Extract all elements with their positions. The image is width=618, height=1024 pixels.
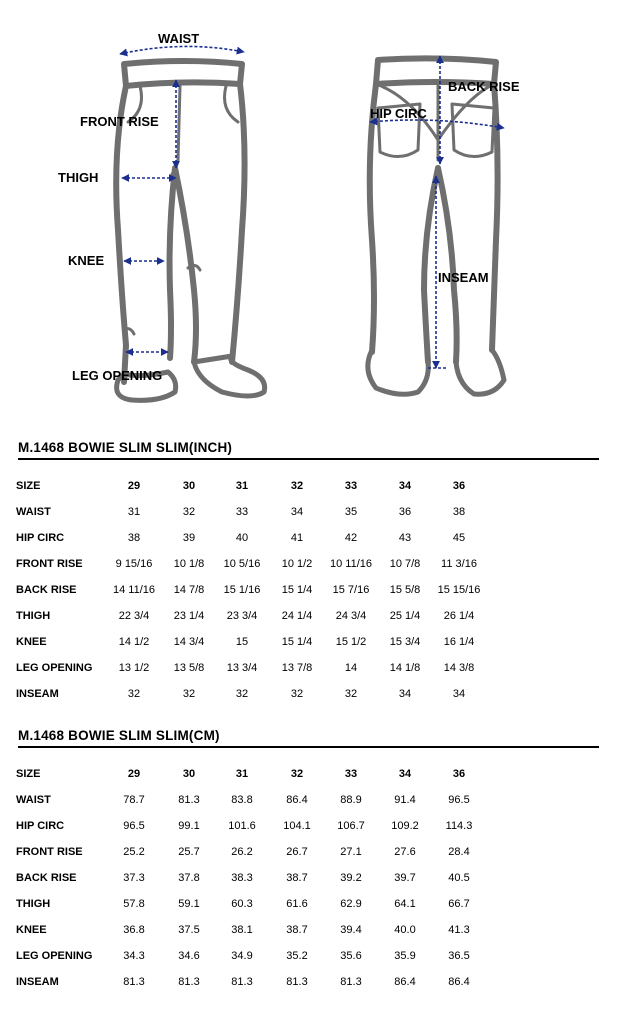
- cell: 81.3: [178, 794, 200, 806]
- cell: 35.2: [286, 950, 308, 962]
- table-row: [0, 584, 618, 600]
- cell: 35.9: [394, 950, 416, 962]
- cell: 23 1/4: [173, 610, 205, 622]
- cell: 32: [235, 688, 249, 700]
- cell: 40: [235, 532, 249, 544]
- table-row: [0, 820, 618, 836]
- cell: 15 7/16: [332, 584, 370, 596]
- cell: 41.3: [448, 924, 470, 936]
- cell: 25 1/4: [389, 610, 421, 622]
- cell: 91.4: [394, 794, 416, 806]
- cell: 14 1/2: [118, 636, 150, 648]
- cell: 11 3/16: [441, 558, 477, 570]
- cell: 32: [127, 688, 141, 700]
- cell: 24 1/4: [281, 610, 313, 622]
- table-row: [0, 794, 618, 810]
- cell: 60.3: [231, 898, 253, 910]
- cell: 38.7: [286, 924, 308, 936]
- cell: 59.1: [178, 898, 200, 910]
- cell: 24 3/4: [335, 610, 367, 622]
- cell: 32: [344, 688, 358, 700]
- cell: 14 1/8: [389, 662, 421, 674]
- cell: 36: [398, 506, 412, 518]
- cell: 39.2: [340, 872, 362, 884]
- table-row: [0, 846, 618, 862]
- waist-label: WAIST: [158, 31, 200, 46]
- front-rise-label: FRONT RISE: [80, 114, 159, 129]
- row-label: HIP CIRC: [16, 820, 65, 832]
- size-36: 36: [452, 480, 466, 492]
- cell: 10 1/8: [173, 558, 205, 570]
- cell: 31: [127, 506, 141, 518]
- cell: 83.8: [231, 794, 253, 806]
- cell: 15 3/4: [389, 636, 421, 648]
- cell: 14 11/16: [112, 584, 155, 596]
- cell: 23 3/4: [226, 610, 258, 622]
- cell: 38: [452, 506, 466, 518]
- row-label: KNEE: [16, 636, 47, 648]
- cell: 10 5/16: [223, 558, 261, 570]
- cell: 39.4: [340, 924, 362, 936]
- cell: 101.6: [228, 820, 256, 832]
- cell: 34: [290, 506, 304, 518]
- cell: 22 3/4: [118, 610, 150, 622]
- row-label: WAIST: [16, 506, 51, 518]
- cell: 38.7: [286, 872, 308, 884]
- row-label: INSEAM: [16, 976, 59, 988]
- cell: 13 5/8: [173, 662, 205, 674]
- cell: 10 11/16: [329, 558, 372, 570]
- cell: 25.2: [123, 846, 145, 858]
- table-row: [0, 950, 618, 966]
- cell: 36.5: [448, 950, 470, 962]
- cell: 37.3: [123, 872, 145, 884]
- cell: 34.6: [178, 950, 200, 962]
- cell: 9 15/16: [115, 558, 153, 570]
- table-title: M.1468 BOWIE SLIM SLIM(CM): [18, 728, 220, 743]
- size-29: 29: [127, 768, 141, 780]
- inseam-label: INSEAM: [438, 270, 489, 285]
- size-header-label: SIZE: [16, 480, 41, 492]
- cell: 32: [182, 506, 196, 518]
- cell: 61.6: [286, 898, 308, 910]
- size-32: 32: [290, 768, 304, 780]
- table-row: [0, 688, 618, 704]
- divider: [18, 746, 599, 748]
- cell: 81.3: [178, 976, 200, 988]
- size-34: 34: [398, 480, 412, 492]
- front-pants-illustration: [116, 61, 264, 400]
- row-label: THIGH: [16, 610, 51, 622]
- cell: 35: [344, 506, 358, 518]
- cell: 109.2: [391, 820, 419, 832]
- table-row: [0, 558, 618, 574]
- table-row: [0, 506, 618, 522]
- row-label: INSEAM: [16, 688, 59, 700]
- table-title: M.1468 BOWIE SLIM SLIM(INCH): [18, 440, 233, 455]
- cell: 39.7: [394, 872, 416, 884]
- cell: 45: [452, 532, 466, 544]
- cell: 27.1: [340, 846, 362, 858]
- divider: [18, 458, 599, 460]
- cell: 34: [398, 688, 412, 700]
- cell: 15 1/4: [281, 584, 313, 596]
- thigh-label: THIGH: [58, 170, 99, 185]
- table-header-row: [0, 768, 618, 784]
- cell: 114.3: [445, 820, 473, 832]
- cell: 86.4: [394, 976, 416, 988]
- row-label: FRONT RISE: [16, 558, 83, 570]
- cell: 34.9: [231, 950, 253, 962]
- size-32: 32: [290, 480, 304, 492]
- cell: 15 15/16: [437, 584, 481, 596]
- cell: 25.7: [178, 846, 200, 858]
- cell: 10 1/2: [281, 558, 313, 570]
- table-row: [0, 532, 618, 548]
- cell: 96.5: [123, 820, 145, 832]
- cell: 42: [344, 532, 358, 544]
- cell: 34: [452, 688, 466, 700]
- row-label: WAIST: [16, 794, 51, 806]
- cell: 88.9: [340, 794, 362, 806]
- table-header-row: [0, 480, 618, 496]
- row-label: THIGH: [16, 898, 51, 910]
- cell: 16 1/4: [443, 636, 475, 648]
- cell: 37.5: [178, 924, 200, 936]
- cell: 38.1: [231, 924, 253, 936]
- cell: 15 1/2: [335, 636, 367, 648]
- size-30: 30: [182, 768, 196, 780]
- size-34: 34: [398, 768, 412, 780]
- cell: 26.7: [286, 846, 308, 858]
- knee-label: KNEE: [68, 253, 105, 268]
- cell: 34.3: [123, 950, 145, 962]
- cell: 43: [398, 532, 412, 544]
- size-29: 29: [127, 480, 141, 492]
- size-33: 33: [344, 480, 358, 492]
- table-row: [0, 872, 618, 888]
- cell: 14 3/8: [443, 662, 475, 674]
- cell: 104.1: [283, 820, 311, 832]
- cell: 86.4: [286, 794, 308, 806]
- table-row: [0, 662, 618, 678]
- cell: 26.2: [231, 846, 253, 858]
- cell: 38.3: [231, 872, 253, 884]
- cell: 81.3: [340, 976, 362, 988]
- row-label: BACK RISE: [16, 584, 77, 596]
- hip-circ-label: HIP CIRC: [370, 106, 427, 121]
- cell: 40.0: [394, 924, 416, 936]
- table-row: [0, 898, 618, 914]
- cell: 15 5/8: [389, 584, 421, 596]
- size-33: 33: [344, 768, 358, 780]
- cell: 15 1/4: [281, 636, 313, 648]
- cell: 96.5: [448, 794, 470, 806]
- cell: 64.1: [394, 898, 416, 910]
- cell: 81.3: [123, 976, 145, 988]
- cell: 13 7/8: [281, 662, 313, 674]
- cell: 66.7: [448, 898, 470, 910]
- cell: 35.6: [340, 950, 362, 962]
- cell: 41: [290, 532, 304, 544]
- cell: 106.7: [337, 820, 365, 832]
- cell: 36.8: [123, 924, 145, 936]
- leg-opening-label: LEG OPENING: [72, 368, 163, 383]
- cell: 38: [127, 532, 141, 544]
- row-label: BACK RISE: [16, 872, 77, 884]
- cell: 27.6: [394, 846, 416, 858]
- cell: 81.3: [286, 976, 308, 988]
- cell: 13 3/4: [226, 662, 258, 674]
- cell: 57.8: [123, 898, 145, 910]
- cell: 62.9: [340, 898, 362, 910]
- cell: 40.5: [448, 872, 470, 884]
- row-label: FRONT RISE: [16, 846, 83, 858]
- cell: 28.4: [448, 846, 470, 858]
- cell: 14: [344, 662, 358, 674]
- cell: 32: [182, 688, 196, 700]
- cell: 33: [235, 506, 249, 518]
- cell: 26 1/4: [443, 610, 475, 622]
- row-label: LEG OPENING: [16, 950, 93, 962]
- row-label: KNEE: [16, 924, 47, 936]
- size-31: 31: [235, 480, 249, 492]
- size-31: 31: [235, 768, 249, 780]
- pants-measurement-diagram: [0, 0, 618, 420]
- cell: 99.1: [178, 820, 200, 832]
- table-row: [0, 924, 618, 940]
- table-row: [0, 610, 618, 626]
- cell: 86.4: [448, 976, 470, 988]
- row-label: LEG OPENING: [16, 662, 93, 674]
- cell: 13 1/2: [118, 662, 150, 674]
- cell: 10 7/8: [389, 558, 421, 570]
- cell: 81.3: [231, 976, 253, 988]
- cell: 78.7: [123, 794, 145, 806]
- back-rise-label: BACK RISE: [448, 79, 520, 94]
- cell: 14 3/4: [173, 636, 205, 648]
- table-row: [0, 636, 618, 652]
- size-36: 36: [452, 768, 466, 780]
- row-label: HIP CIRC: [16, 532, 65, 544]
- cell: 32: [290, 688, 304, 700]
- size-header-label: SIZE: [16, 768, 41, 780]
- cell: 14 7/8: [173, 584, 205, 596]
- cell: 39: [182, 532, 196, 544]
- cell: 15 1/16: [223, 584, 261, 596]
- cell: 37.8: [178, 872, 200, 884]
- table-row: [0, 976, 618, 992]
- cell: 15: [235, 636, 249, 648]
- size-30: 30: [182, 480, 196, 492]
